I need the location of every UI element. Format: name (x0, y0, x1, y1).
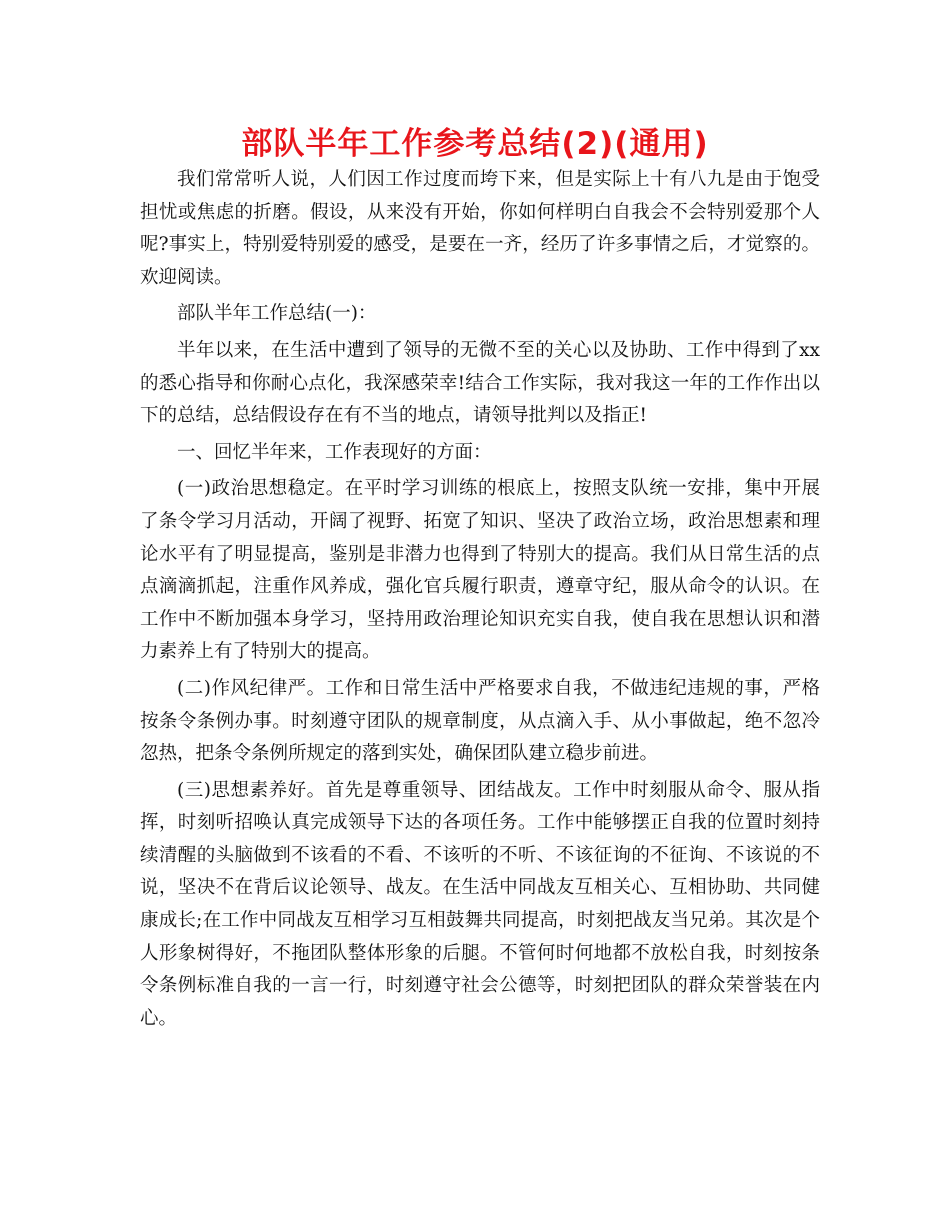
paragraph-political: (一)政治思想稳定。在平时学习训练的根底上，按照支队统一安排，集中开展了条令学习月活动，开阔了视野、拓宽了知识、坚决了政治立场，政治思想素和理论水平有了明显提高，鉴别是非潜力也得到了特别大的提高。我们从日常生活的点点滴滴抓起，注重作风养成，强化官兵履行职责，遵章守纪，服从命令的认识。在工作中不断加强本身学习，坚持用政治理论知识充实自我，使自我在思想认识和潜力素养上有了特别大的提高。 (140, 478, 820, 663)
document-title: 部队半年工作参考总结(2)(通用) (241, 126, 709, 162)
paragraph-intro: 我们常常听人说，人们因工作过度而垮下来，但是实际上十有八九是由于饱受担忧或焦虑的折磨。假设，从来没有开始，你如何样明白自我会不会特别爱那个人呢?事实上，特别爱特别爱的感受，是要在一齐，经历了许多事情之后，才觉察的。欢迎阅读。 (140, 169, 820, 288)
paragraph-ideology: (三)思想素养好。首先是尊重领导、团结战友。工作中时刻服从命令、服从指挥，时刻听招唤认真完成领导下达的各项任务。工作中能够摆正自我的位置时刻持续清醒的头脑做到不该看的不看、不该听的不听、不该征询的不征询、不该说的不说，坚决不在背后议论领导、战友。在生活中同战友互相关心、互相协助、共同健康成长;在工作中同战友互相学习互相鼓舞共同提高，时刻把战友当兄弟。其次是个人形象树得好，不拖团队整体形象的后腿。不管何时何地都不放松自我，时刻按条令条例标准自我的一言一行，时刻遵守社会公德等，时刻把团队的群众荣誉装在内心。 (140, 779, 820, 1029)
paragraph-subheading: 一、回忆半年来，工作表现好的方面： (177, 441, 492, 463)
document-body (140, 164, 820, 1035)
paragraph-section-heading: 部队半年工作总结(一)： (177, 303, 377, 325)
paragraph-overview: 半年以来，在生活中遭到了领导的无微不至的关心以及协助、工作中得到了xx的悉心指导和你耐心点化，我深感荣幸!结合工作实际，我对我这一年的工作作出以下的总结，总结假设存在有不当的地点，请领导批判以及指正! (140, 339, 820, 427)
paragraph-discipline: (二)作风纪律严。工作和日常生活中严格要求自我，不做违纪违规的事，严格按条令条例办事。时刻遵守团队的规章制度，从点滴入手、从小事做起，绝不忽冷忽热，把条令条例所规定的落到实处，确保团队建立稳步前进。 (140, 677, 820, 765)
